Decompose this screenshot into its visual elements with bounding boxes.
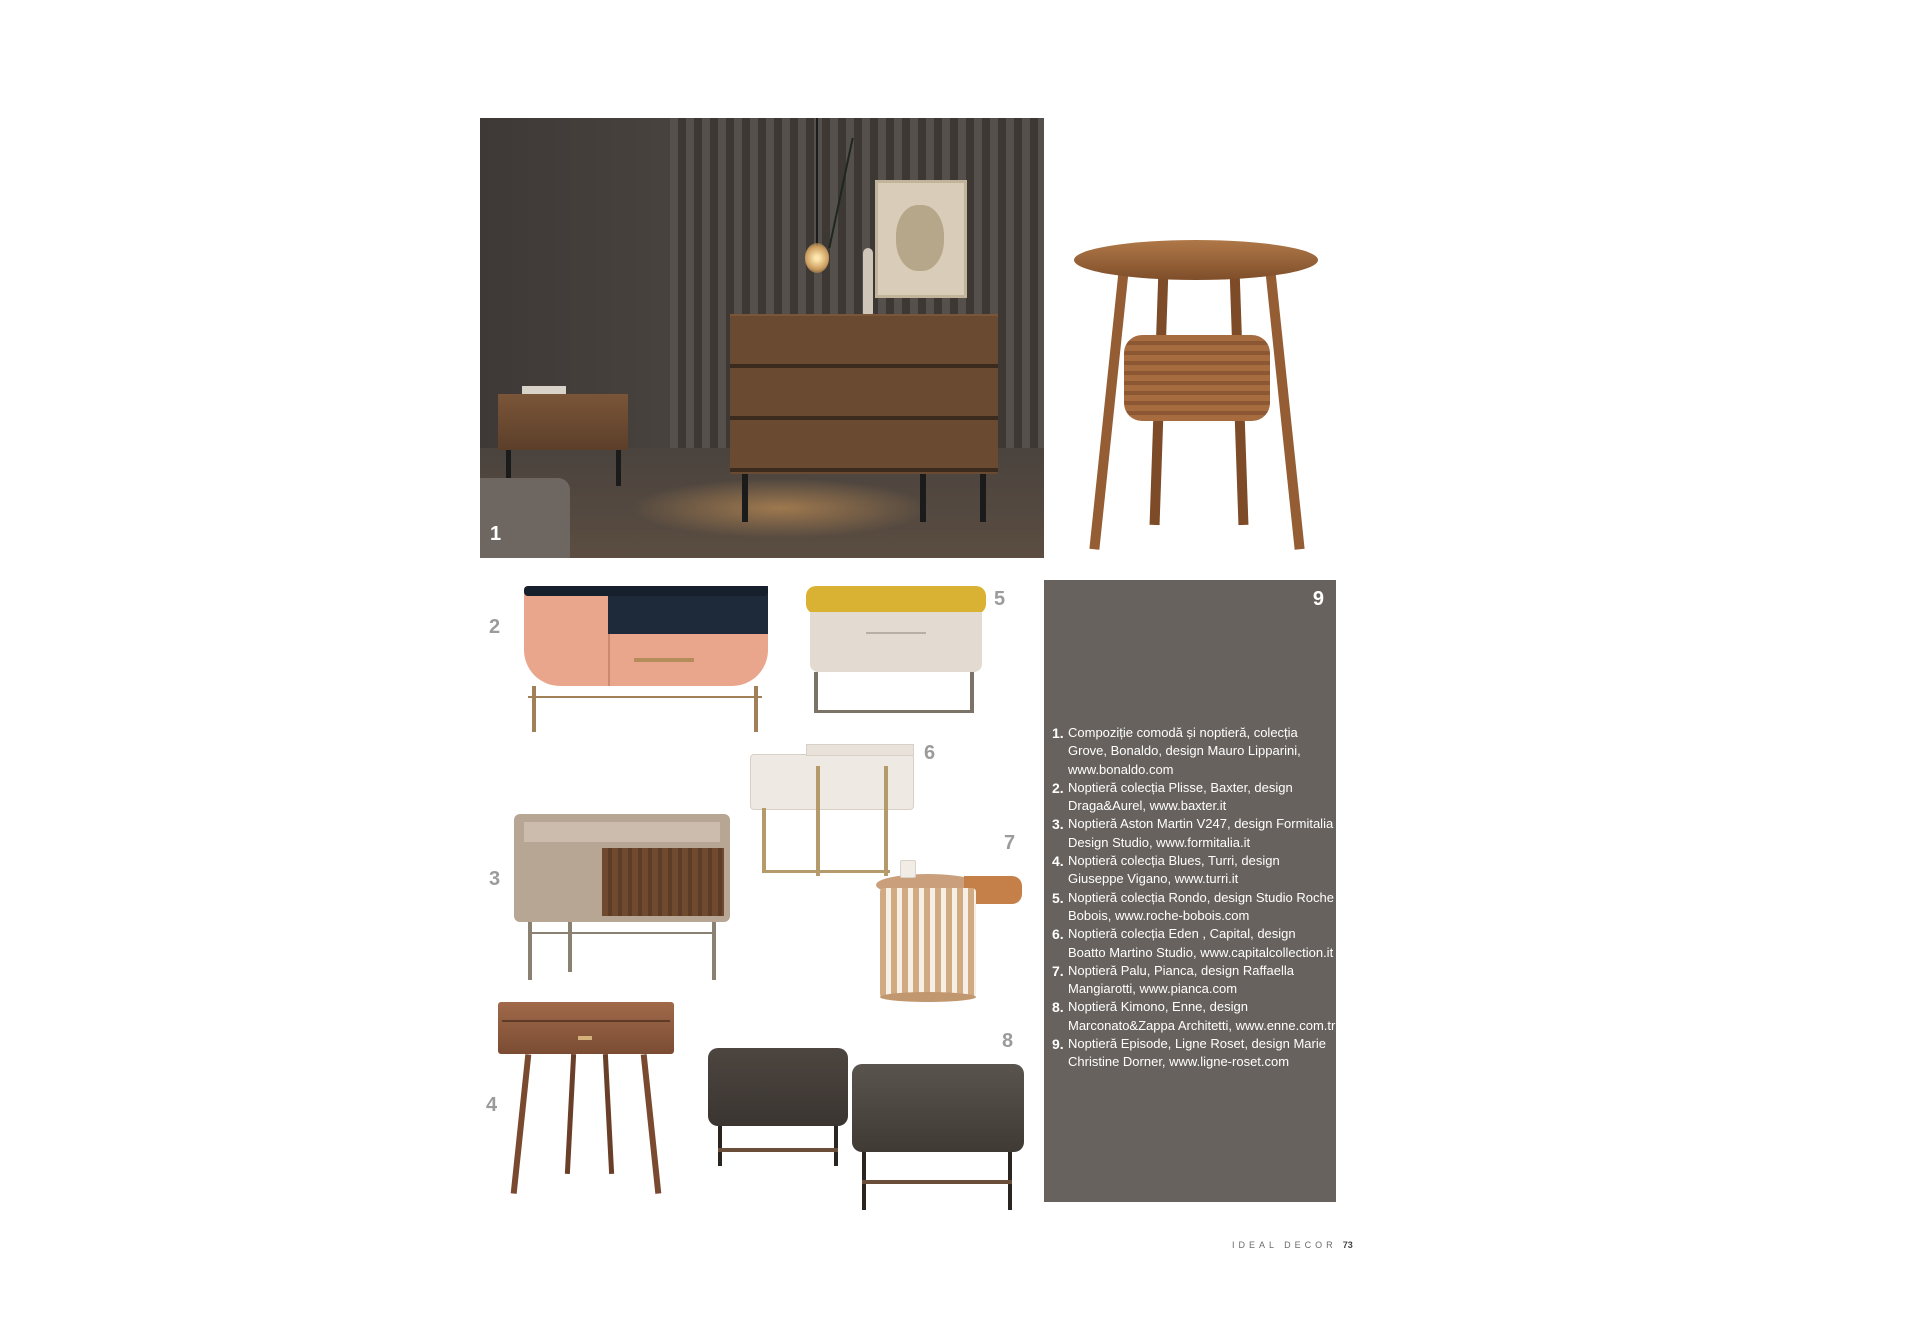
figure-number-6: 6 (924, 742, 936, 764)
credit-item: 8. Noptieră Kimono, Enne, design Marconato&Zappa Architetti, www.enne.com.tr (1052, 999, 1336, 1033)
page-number: 73 (1342, 1240, 1353, 1250)
credit-item: 4. Noptieră colecția Blues, Turri, design Giuseppe Vigano, www.turri.it (1052, 853, 1280, 887)
figure-number-5: 5 (994, 588, 1006, 610)
product-4-blues-nightstand (498, 1002, 674, 1198)
credit-item: 7. Noptieră Palu, Pianca, design Raffaella Mangiarotti, www.pianca.com (1052, 962, 1294, 997)
credits-list (1052, 724, 1336, 1072)
storage-drum (1124, 335, 1270, 421)
credit-item: 1. Compoziție comodă și noptieră, colecția Grove, Bonaldo, design Mauro Lipparini, www.bonaldo.com (1052, 725, 1301, 777)
credit-item: 6. Noptieră colecția Eden , Capital, design Boatto Martino Studio, www.capitalcollection.it (1052, 926, 1334, 960)
vase (863, 248, 873, 318)
floor-light-glow (630, 478, 930, 538)
figure-number-3: 3 (489, 868, 501, 890)
credit-item: 9. Noptieră Episode, Ligne Roset, design Marie Christine Dorner, www.ligne-roset.com (1052, 1036, 1326, 1070)
product-7-palu-nightstand (870, 860, 1026, 1006)
magazine-name: IDEAL DECOR (1232, 1240, 1337, 1250)
nightstand-leg (616, 450, 621, 486)
pendant-bulb (805, 243, 829, 273)
dresser-leg (920, 474, 926, 522)
pendant-cord (816, 118, 818, 246)
art-frame (875, 180, 967, 298)
figure-number-2: 2 (489, 616, 501, 638)
figure-number-7: 7 (1004, 832, 1016, 854)
dresser-leg (980, 474, 986, 522)
nightstand (498, 394, 628, 450)
credit-item: 5. Noptieră colecția Rondo, design Studio Roche Bobois, www.roche-bobois.com (1052, 889, 1334, 923)
figure-number-1: 1 (490, 523, 502, 545)
photo-1-bedroom-composition (480, 118, 1044, 558)
figure-number-4: 4 (486, 1094, 498, 1116)
product-3-aston-martin-nightstand (514, 814, 730, 980)
page-footer (1232, 1240, 1353, 1250)
bed-corner (480, 478, 570, 558)
dresser-leg (742, 474, 748, 522)
round-tabletop (1074, 240, 1318, 280)
product-5-rondo-nightstand (806, 586, 986, 726)
product-8-kimono-nightstands (708, 1048, 1024, 1216)
credit-item: 2. Noptieră colecția Plisse, Baxter, design Draga&Aurel, www.baxter.it (1052, 779, 1293, 814)
product-9-episode-table (1074, 240, 1318, 580)
figure-number-8: 8 (1002, 1030, 1014, 1052)
figure-number-9: 9 (1312, 588, 1324, 610)
dresser (730, 316, 998, 474)
credits-panel (1044, 580, 1336, 1202)
credit-item: 3. Noptieră Aston Martin V247, design Formitalia Design Studio, www.formitalia.it (1052, 816, 1334, 850)
product-2-plisse-nightstand (524, 586, 768, 732)
